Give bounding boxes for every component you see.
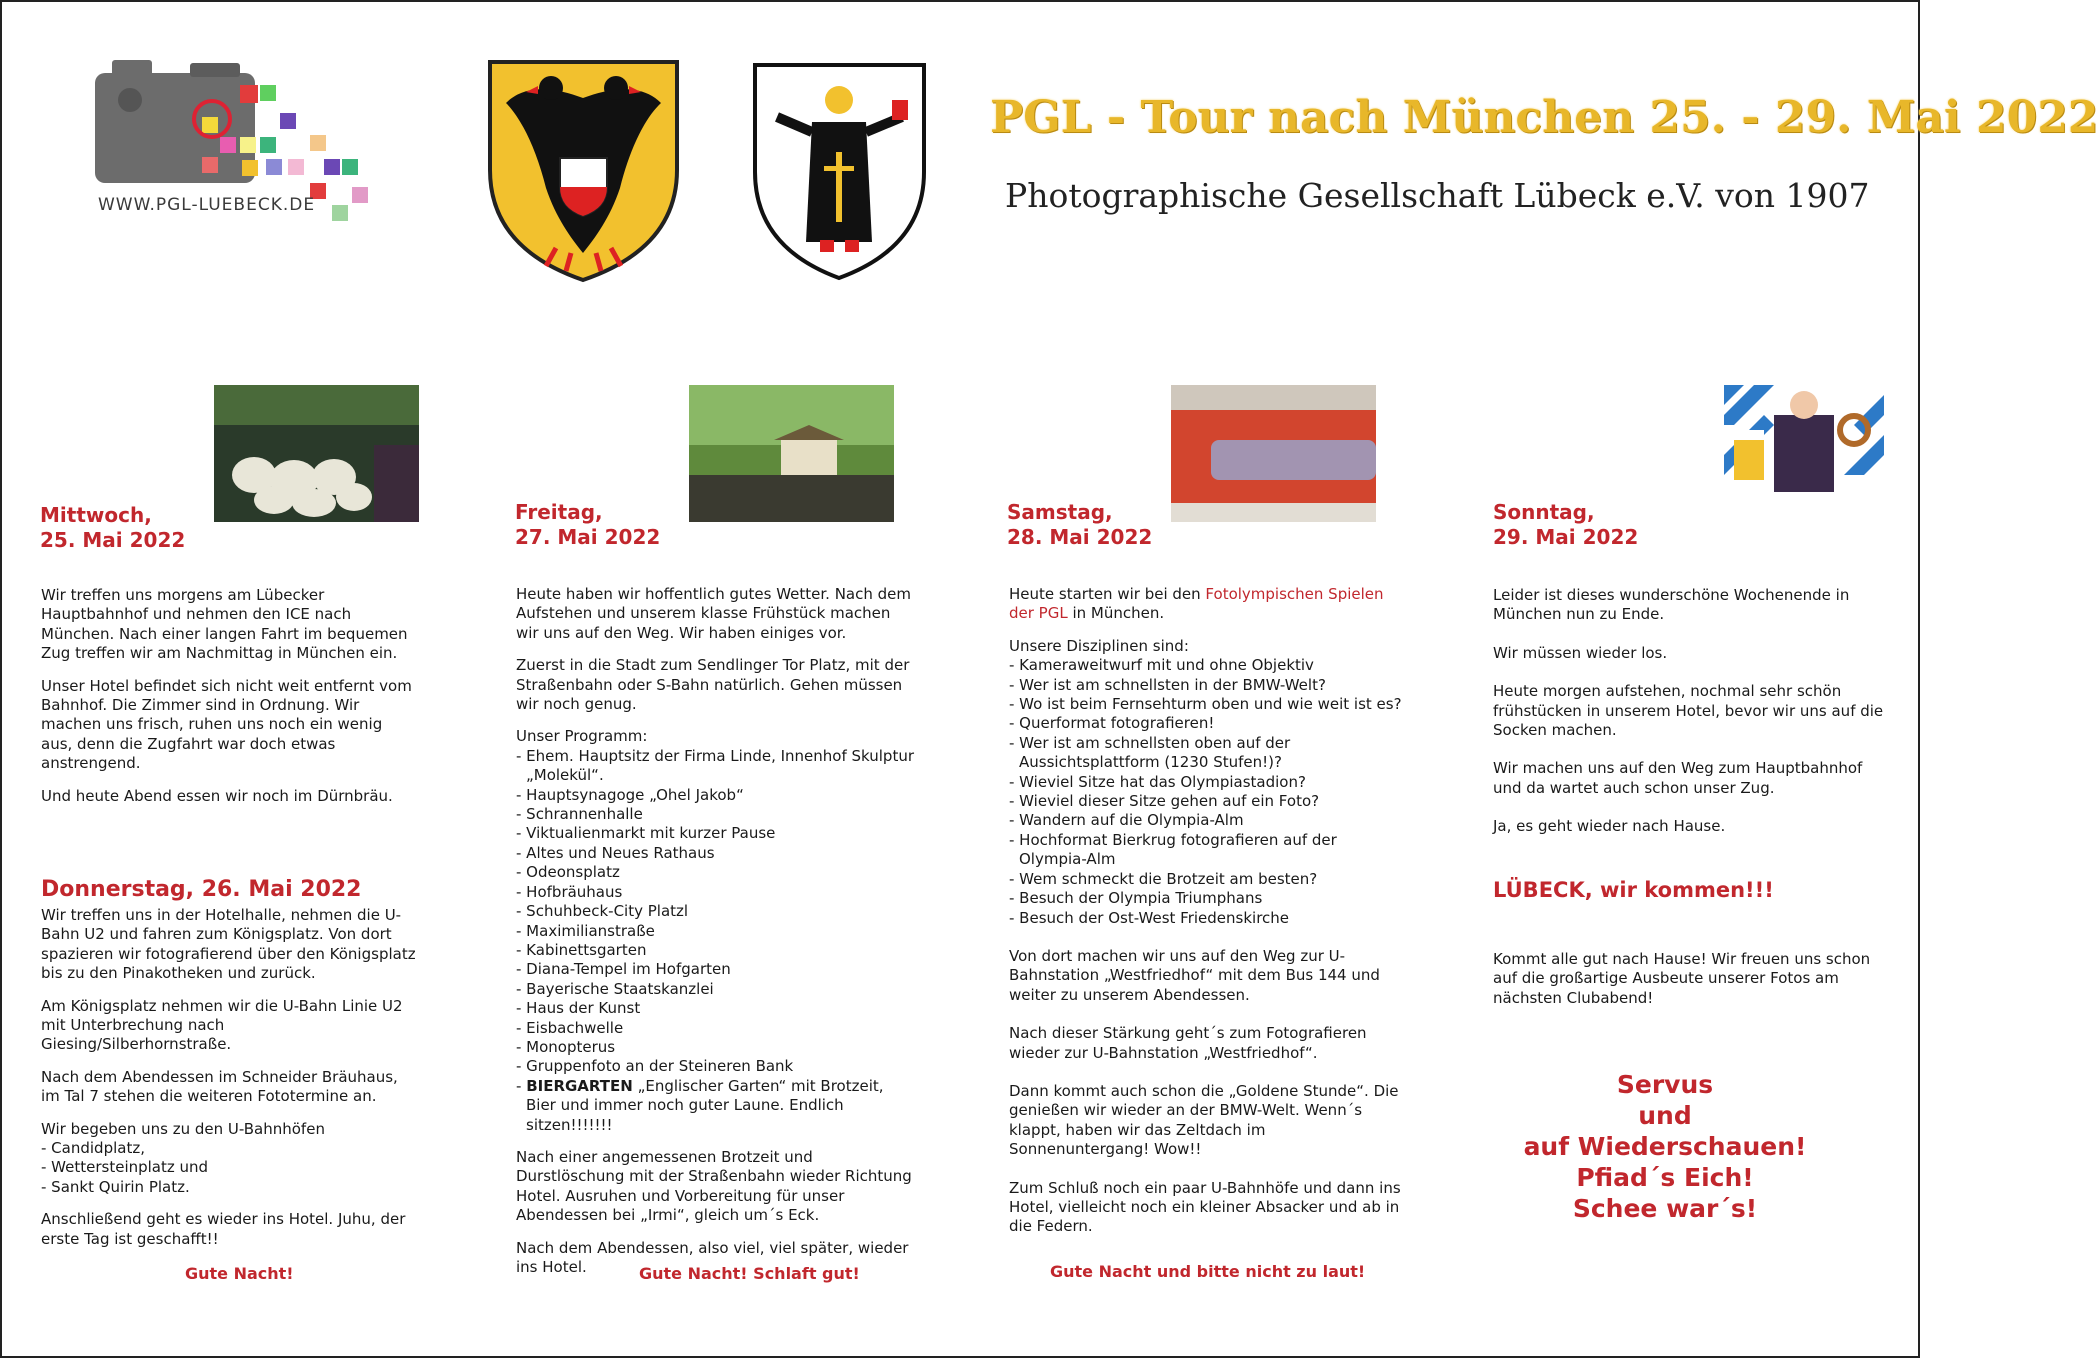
list-item: - Kabinettsgarten [516,940,647,959]
farewell-line: Schee war´s! [1572,1194,1758,1223]
photo-subway [1171,385,1376,522]
munich-coat-of-arms-icon [752,62,927,282]
day-sunday [1493,500,1638,550]
list-item: - Schuhbeck-City Platzl [516,902,689,921]
photo-vegetables [214,385,419,522]
list-item: - Altes und Neues Rathaus [516,843,715,862]
paragraph: Zum Schluß noch ein paar U-Bahnhöfe und dann ins Hotel, vielleicht noch ein kleiner Absacker und ab in die Federn. [1009,1178,1401,1236]
list-item: - Ehem. Hauptsitz der Firma Linde, Innenhof Skulptur „Molekül“. [516,746,915,785]
page-subtitle: Photographische Gesellschaft Lübeck e.V. von 1907 [1005,176,1870,215]
paragraph-intro [1009,585,1409,624]
paragraph: Zuerst in die Stadt zum Sendlinger Tor Platz, mit der Straßenbahn oder S-Bahn natürlich. Gehen müssen wir noch genug. [516,656,910,714]
list-item: - Hauptsynagoge „Ohel Jakob“ [516,785,744,804]
day-date: 27. Mai 2022 [515,525,661,549]
program-list [516,727,916,1135]
disciplines-title: Unsere Disziplinen sind: [1009,636,1189,655]
list-item: - Haus der Kunst [516,999,641,1018]
photo-biergarten [689,385,894,522]
paragraph: Leider ist dieses wunderschöne Wochenende in München nun zu Ende. [1493,586,1850,624]
farewell-line: Servus [1616,1070,1714,1099]
paragraph: Von dort machen wir uns auf den Weg zur U-Bahnstation „Westfriedhof“ mit dem Bus 144 und weiter zu unserem Abendessen. [1009,946,1380,1004]
list-item: - Wieviel dieser Sitze gehen auf ein Foto? [1009,792,1320,811]
fotolympics-link: Fotolympischen Spielen der PGL [1009,585,1384,623]
day-label: Freitag, [515,500,603,524]
luebeck-slogan: LÜBECK, wir kommen!!! [1493,878,1774,902]
paragraph: Wir treffen uns in der Hotelhalle, nehmen die U-Bahn U2 und fahren zum Königsplatz. Von dort spazieren wir fotografierend über den Königsplatz bis zu den Pinakotheken und zurück. [41,906,416,983]
list-item: - Diana-Tempel im Hofgarten [516,960,731,979]
day-friday [515,500,660,550]
list-item: - Wo ist beim Fernsehturm oben und wie weit ist es? [1009,695,1402,714]
col2-text [516,585,916,1290]
list-item: - Monopterus [516,1037,616,1056]
closing-text: Gute Nacht und bitte nicht zu laut! [1050,1262,1366,1281]
paragraph: Heute morgen aufstehen, nochmal sehr schön frühstücken in unserem Hotel, bevor wir uns auf die Socken machen. [1493,682,1884,740]
list-item: - Wer ist am schnellsten oben auf der Aussichtsplattform (1230 Stufen!)? [1009,733,1291,772]
paragraph: Kommt alle gut nach Hause! Wir freuen uns schon auf die großartige Ausbeute unserer Fotos am nächsten Clubabend! [1493,950,1871,1007]
farewell-block [1500,1069,1830,1224]
list-item: - Schrannenhalle [516,805,643,824]
list-item: - Wem schmeckt die Brotzeit am besten? [1009,869,1318,888]
day-date: 25. Mai 2022 [40,528,186,552]
closing-text: Gute Nacht! Schlaft gut! [639,1264,860,1283]
col4-text [1493,586,1893,850]
day-date: 28. Mai 2022 [1007,525,1153,549]
page-title: PGL - Tour nach München 25. - 29. Mai 2022 [990,92,2098,143]
col1-text-thursday [41,906,416,1262]
paragraph: Heute haben wir hoffentlich gutes Wetter. Nach dem Aufstehen und unserem klasse Frühstück machen wir uns auf den Weg. Wir haben einiges vor. [516,585,911,642]
day-label: Samstag, [1007,500,1113,524]
farewell-line: auf Wiederschauen! [1523,1132,1807,1161]
list-item: - Candidplatz, [41,1139,145,1158]
paragraph: Dann kommt auch schon die „Goldene Stunde“. Die genießen wir wieder an der BMW-Welt. Wenn´s klappt, haben wir das Zeltdach im Sonnenuntergang! Wow!! [1009,1081,1399,1159]
intro-post: in München. [1067,604,1165,623]
paragraph: Wir müssen wieder los. [1493,643,1668,662]
day-label: Sonntag, [1493,500,1595,524]
day-saturday [1007,500,1152,550]
pgl-logo[interactable] [90,55,380,225]
day-thursday: Donnerstag, 26. Mai 2022 [41,877,362,902]
luebeck-coat-of-arms [486,58,681,283]
list-item: - Hofbräuhaus [516,882,623,901]
paragraph: Nach dem Abendessen im Schneider Bräuhaus, im Tal 7 stehen die weiteren Fototermine an. [41,1067,398,1106]
biergarten-bold: BIERGARTEN [526,1076,633,1095]
list-item: - Besuch der Ost-West Friedenskirche [1009,908,1290,927]
list-item: - Odeonsplatz [516,863,620,882]
list-item: - Wandern auf die Olympia-Alm [1009,811,1244,830]
program-title: Unser Programm: [516,727,648,746]
farewell-line: und [1638,1101,1692,1130]
farewell-line: Pfiad´s Eich! [1576,1163,1754,1192]
paragraph: Nach einer angemessenen Brotzeit und Durstlöschung mit der Straßenbahn wieder Richtung Hotel. Ausruhen und Vorbereitung für unser Abendessen bei „Irmi“, gleich um´s Eck. [516,1147,912,1225]
col3-text [1009,585,1409,1250]
luebeck-coat-of-arms-icon [486,58,681,283]
munich-coat-of-arms [752,62,927,282]
list-item: - Eisbachwelle [516,1018,624,1037]
list-item: - Besuch der Olympia Triumphans [1009,889,1263,908]
paragraph: Ja, es geht wieder nach Hause. [1493,817,1726,836]
paragraph: Anschließend geht es wieder ins Hotel. Juhu, der erste Tag ist geschafft!! [41,1210,406,1248]
list-item: - Sankt Quirin Platz. [41,1177,190,1196]
col1-text [41,586,416,819]
photo-bavarian-beer [1724,385,1884,492]
paragraph: Wir treffen uns morgens am Lübecker Hauptbahnhof und nehmen den ICE nach München. Nach einer langen Fahrt im bequemen Zug treffen wir am Nachmittag in München ein. [41,586,408,663]
list-item: - Wettersteinplatz und [41,1158,209,1177]
paragraph: Unser Hotel befindet sich nicht weit entfernt vom Bahnhof. Die Zimmer sind in Ordnung. Wir machen uns frisch, ruhen uns noch ein wenig aus, denn die Zugfahrt war doch etwas anstrengend. [41,676,412,773]
list-item: - Querformat fotografieren! [1009,714,1215,733]
day-date: 29. Mai 2022 [1493,525,1639,549]
logo-url[interactable]: WWW.PGL-LUEBECK.DE [98,195,316,215]
paragraph: Nach dem Abendessen, also viel, viel später, wieder ins Hotel. [516,1238,909,1276]
closing-text: Gute Nacht! [185,1264,294,1283]
biergarten-text: „Englischer Garten“ mit Brotzeit, Bier und immer noch guter Laune. Endlich sitzen!!!!!!! [526,1076,884,1134]
list-item: - Viktualienmarkt mit kurzer Pause [516,824,776,843]
list-item: - Wieviel Sitze hat das Olympiastadion? [1009,772,1306,791]
day-wednesday [40,503,185,553]
paragraph: Wir machen uns auf den Weg zum Hauptbahnhof und da wartet auch schon unser Zug. [1493,759,1863,797]
list-item: - Kameraweitwurf mit und ohne Objektiv [1009,656,1314,675]
paragraph: Und heute Abend essen wir noch im Dürnbräu. [41,786,393,805]
col4-closing-text [1493,950,1893,1021]
day-label: Mittwoch, [40,503,152,527]
stations-list [41,1120,416,1198]
intro-pre: Heute starten wir bei den [1009,585,1206,603]
list-item-biergarten: - BIERGARTEN „Englischer Garten“ mit Brotzeit, Bier und immer noch guter Laune. Endlich sitzen!!!!!!! [516,1076,884,1134]
list-item: - Hochformat Bierkrug fotografieren auf der Olympia-Alm [1009,830,1337,869]
list-item: - Bayerische Staatskanzlei [516,979,714,998]
list-item: - Maximilianstraße [516,921,655,940]
list-item: - Gruppenfoto an der Steineren Bank [516,1057,794,1076]
list-intro: Wir begeben uns zu den U-Bahnhöfen [41,1119,325,1138]
list-item: - Wer ist am schnellsten in der BMW-Welt? [1009,675,1326,694]
disciplines-list [1009,637,1409,928]
paragraph: Am Königsplatz nehmen wir die U-Bahn Linie U2 mit Unterbrechung nach Giesing/Silberhornstraße. [41,996,403,1054]
paragraph: Nach dieser Stärkung geht´s zum Fotografieren wieder zur U-Bahnstation „Westfriedhof“. [1009,1024,1367,1062]
